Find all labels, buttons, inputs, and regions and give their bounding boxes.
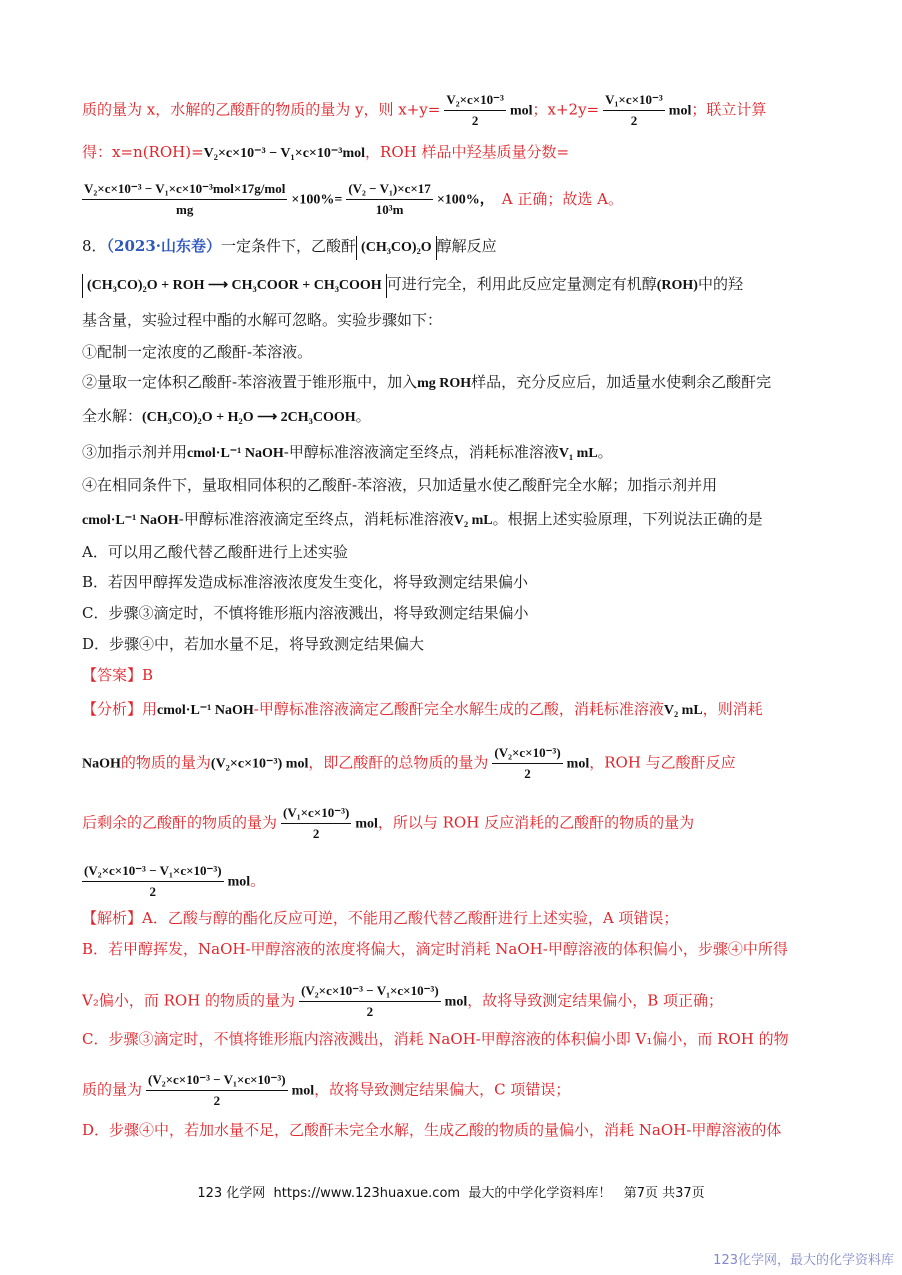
conclusion: A 正确；故选 A。 bbox=[501, 189, 623, 208]
unit: mol bbox=[355, 816, 378, 832]
text: 【解析】A．乙酸与醇的酯化反应可逆，不能用乙酸代替乙酸酐进行上述实验，A 项错误； bbox=[82, 909, 679, 927]
formula: (ROH) bbox=[656, 278, 698, 293]
solution-line-2 bbox=[82, 140, 832, 166]
unit: mol bbox=[509, 103, 533, 119]
formula: V₁ mL bbox=[558, 446, 598, 461]
question-8-line-2 bbox=[82, 272, 832, 298]
numerator: V₁×c×10⁻³ bbox=[603, 91, 665, 111]
explanation-a bbox=[82, 906, 832, 930]
text: ，所以与 ROH 反应消耗的乙酸酐的物质的量为 bbox=[377, 813, 695, 832]
fraction bbox=[299, 982, 441, 1021]
text: ，ROH 样品中羟基质量分数= bbox=[365, 143, 570, 161]
step-2-line-2 bbox=[82, 404, 832, 430]
explanation-b-line-2 bbox=[82, 982, 832, 1021]
fraction bbox=[603, 91, 665, 130]
unit: mol bbox=[668, 103, 692, 119]
question-8-line-1 bbox=[82, 234, 832, 260]
denominator: 2 bbox=[149, 884, 157, 899]
text: -甲醇标准溶液滴定至终点，消耗标准溶液 bbox=[283, 443, 559, 461]
explanation-c-line-2 bbox=[82, 1071, 832, 1110]
numerator: V₂×c×10⁻³ − V₁×c×10⁻³mol×17g/mol bbox=[82, 180, 287, 200]
text: 基含量，实验过程中酯的水解可忽略。实验步骤如下： bbox=[82, 311, 443, 329]
text: 。根据上述实验原理，下列说法正确的是 bbox=[492, 510, 763, 528]
text: ，故将导致测定结果偏大，C 项错误； bbox=[314, 1080, 571, 1099]
analysis-line-4 bbox=[82, 862, 832, 901]
text: 样品，充分反应后，加适量水使剩余乙酸酐完 bbox=[471, 373, 772, 391]
formula: V₂ mL bbox=[663, 703, 703, 718]
text: 中的羟 bbox=[697, 275, 743, 293]
text: 质的量为 bbox=[82, 1080, 143, 1099]
text: 。 bbox=[250, 871, 266, 890]
formula: NaOH bbox=[82, 756, 121, 772]
text: -甲醇标准溶液滴定至终点，消耗标准溶液 bbox=[178, 510, 454, 528]
numerator: (V₂×c×10⁻³) bbox=[492, 744, 562, 764]
numerator: (V₂×c×10⁻³ − V₁×c×10⁻³) bbox=[82, 862, 224, 882]
numerator: (V₂ − V₁)×c×17 bbox=[346, 180, 433, 200]
denominator: 10³m bbox=[375, 202, 404, 217]
text: 质的量为 x，水解的乙酸酐的物质的量为 y，则 x+y= bbox=[82, 100, 441, 119]
denominator: 2 bbox=[630, 113, 638, 128]
text: A．可以用乙酸代替乙酸酐进行上述实验 bbox=[82, 543, 348, 561]
fraction bbox=[492, 744, 562, 783]
question-number: 8． bbox=[82, 237, 107, 255]
step-4-line-2 bbox=[82, 507, 832, 533]
text: ，即乙酸酐的总物质的量为 bbox=[308, 753, 489, 772]
question-source: （2023·山东卷） bbox=[106, 237, 222, 255]
text: 。 bbox=[355, 407, 371, 425]
text: 一定条件下，乙酸酐 bbox=[221, 237, 357, 255]
option-b bbox=[82, 570, 832, 594]
denominator: 2 bbox=[312, 826, 320, 841]
step-3 bbox=[82, 440, 832, 466]
text: C．步骤③滴定时，不慎将锥形瓶内溶液溅出，将导致测定结果偏小 bbox=[82, 604, 529, 622]
text: ②量取一定体积乙酸酐-苯溶液置于锥形瓶中，加入 bbox=[82, 373, 418, 391]
formula: V₂×c×10⁻³ − V₁×c×10⁻³mol bbox=[203, 146, 366, 161]
fraction bbox=[444, 91, 506, 130]
unit: mol bbox=[227, 874, 251, 890]
text: C．步骤③滴定时，不慎将锥形瓶内溶液溅出，消耗 NaOH-甲醇溶液的体积偏小即 V₁偏小，而 ROH 的物 bbox=[82, 1030, 789, 1048]
text: B．若甲醇挥发，NaOH-甲醇溶液的浓度将偏大，滴定时消耗 NaOH-甲醇溶液的体积偏小，步骤④中所得 bbox=[82, 940, 788, 958]
answer bbox=[82, 663, 832, 687]
page-footer: 123 化学网 https://www.123huaxue.com 最大的中学化学资料库！ 第7页 共37页 bbox=[197, 1186, 705, 1201]
unit: mol bbox=[444, 994, 468, 1010]
denominator: 2 bbox=[524, 766, 531, 781]
option-a bbox=[82, 540, 832, 564]
text: ；x+2y= bbox=[532, 100, 600, 119]
reaction-equation: (CH₃CO)₂O + H₂O ⟶ 2CH₃COOH bbox=[142, 410, 356, 425]
watermark: 123化学网，最大的化学资料库 bbox=[713, 1253, 894, 1268]
text: V₂偏小，而 ROH 的物质的量为 bbox=[82, 991, 296, 1010]
formula: cmol·L⁻¹ NaOH bbox=[187, 446, 284, 461]
formula: mg ROH bbox=[417, 376, 472, 391]
text: 的物质的量为 bbox=[120, 753, 211, 772]
step-4-line-1 bbox=[82, 473, 832, 497]
text: D．步骤④中，若加水量不足，乙酸酐未完全水解，生成乙酸的物质的量偏小，消耗 NaOH-甲醇溶液的体 bbox=[82, 1121, 782, 1139]
denominator: 2 bbox=[471, 113, 479, 128]
option-c bbox=[82, 601, 832, 625]
step-2-line-1 bbox=[82, 370, 832, 396]
text: ①配制一定浓度的乙酸酐-苯溶液。 bbox=[82, 343, 313, 361]
unit: mol bbox=[291, 1083, 315, 1099]
numerator: (V₁×c×10⁻³) bbox=[281, 804, 351, 824]
text: 【分析】用 bbox=[82, 700, 158, 718]
solution-line-3 bbox=[82, 180, 832, 219]
analysis-line-3 bbox=[82, 804, 832, 843]
denominator: mg bbox=[176, 202, 194, 217]
text: ，ROH 与乙酸酐反应 bbox=[589, 753, 736, 772]
fraction bbox=[281, 804, 351, 843]
numerator: V₂×c×10⁻³ bbox=[444, 91, 506, 111]
text: ④在相同条件下，量取相同体积的乙酸酐-苯溶液，只加适量水使乙酸酐完全水解；加指示剂并用 bbox=[82, 476, 718, 494]
text: 得：x=n(ROH)= bbox=[82, 143, 204, 161]
explanation-d bbox=[82, 1118, 832, 1142]
text: 全水解： bbox=[82, 407, 143, 425]
text: B．若因甲醇挥发造成标准溶液浓度发生变化，将导致测定结果偏小 bbox=[82, 573, 529, 591]
formula: (V₂×c×10⁻³) mol bbox=[210, 756, 309, 772]
fraction bbox=[146, 1071, 288, 1110]
text: 【答案】B bbox=[82, 666, 154, 684]
numerator: (V₂×c×10⁻³ − V₁×c×10⁻³) bbox=[299, 982, 441, 1002]
text: 后剩余的乙酸酐的物质的量为 bbox=[82, 813, 278, 832]
text: D．步骤④中，若加水量不足，将导致测定结果偏大 bbox=[82, 635, 425, 653]
text: ，故将导致测定结果偏小，B 项正确； bbox=[467, 991, 724, 1010]
text: ；联立计算 bbox=[691, 100, 767, 119]
solution-line-1 bbox=[82, 91, 832, 130]
text: -甲醇标准溶液滴定乙酸酐完全水解生成的乙酸，消耗标准溶液 bbox=[253, 700, 664, 718]
step-1 bbox=[82, 340, 832, 364]
text: 可进行完全，利用此反应定量测定有机醇 bbox=[386, 275, 657, 293]
text: ，则消耗 bbox=[702, 700, 763, 718]
explanation-c-line-1 bbox=[82, 1027, 832, 1051]
numerator: (V₂×c×10⁻³ − V₁×c×10⁻³) bbox=[146, 1071, 288, 1091]
formula: cmol·L⁻¹ NaOH bbox=[157, 703, 254, 718]
formula: ×100%= bbox=[291, 192, 343, 208]
denominator: 2 bbox=[213, 1093, 221, 1108]
question-8-line-3 bbox=[82, 308, 832, 332]
option-d bbox=[82, 632, 832, 656]
unit: mol bbox=[566, 756, 590, 772]
fraction bbox=[82, 862, 224, 901]
formula: V₂ mL bbox=[453, 513, 493, 528]
formula: (CH₃CO)₂O bbox=[356, 236, 437, 260]
text: 醇解反应 bbox=[436, 237, 497, 255]
denominator: 2 bbox=[366, 1004, 374, 1019]
explanation-b-line-1 bbox=[82, 937, 832, 961]
fraction bbox=[82, 180, 287, 219]
text: ③加指示剂并用 bbox=[82, 443, 188, 461]
analysis-line-2 bbox=[82, 744, 832, 783]
analysis-line-1 bbox=[82, 697, 832, 723]
formula: cmol·L⁻¹ NaOH bbox=[82, 513, 179, 528]
text: 。 bbox=[597, 443, 613, 461]
formula: ×100%， bbox=[436, 192, 494, 208]
fraction bbox=[346, 180, 433, 219]
reaction-equation: (CH₃CO)₂O + ROH ⟶ CH₃COOR + CH₃COOH bbox=[82, 274, 387, 298]
